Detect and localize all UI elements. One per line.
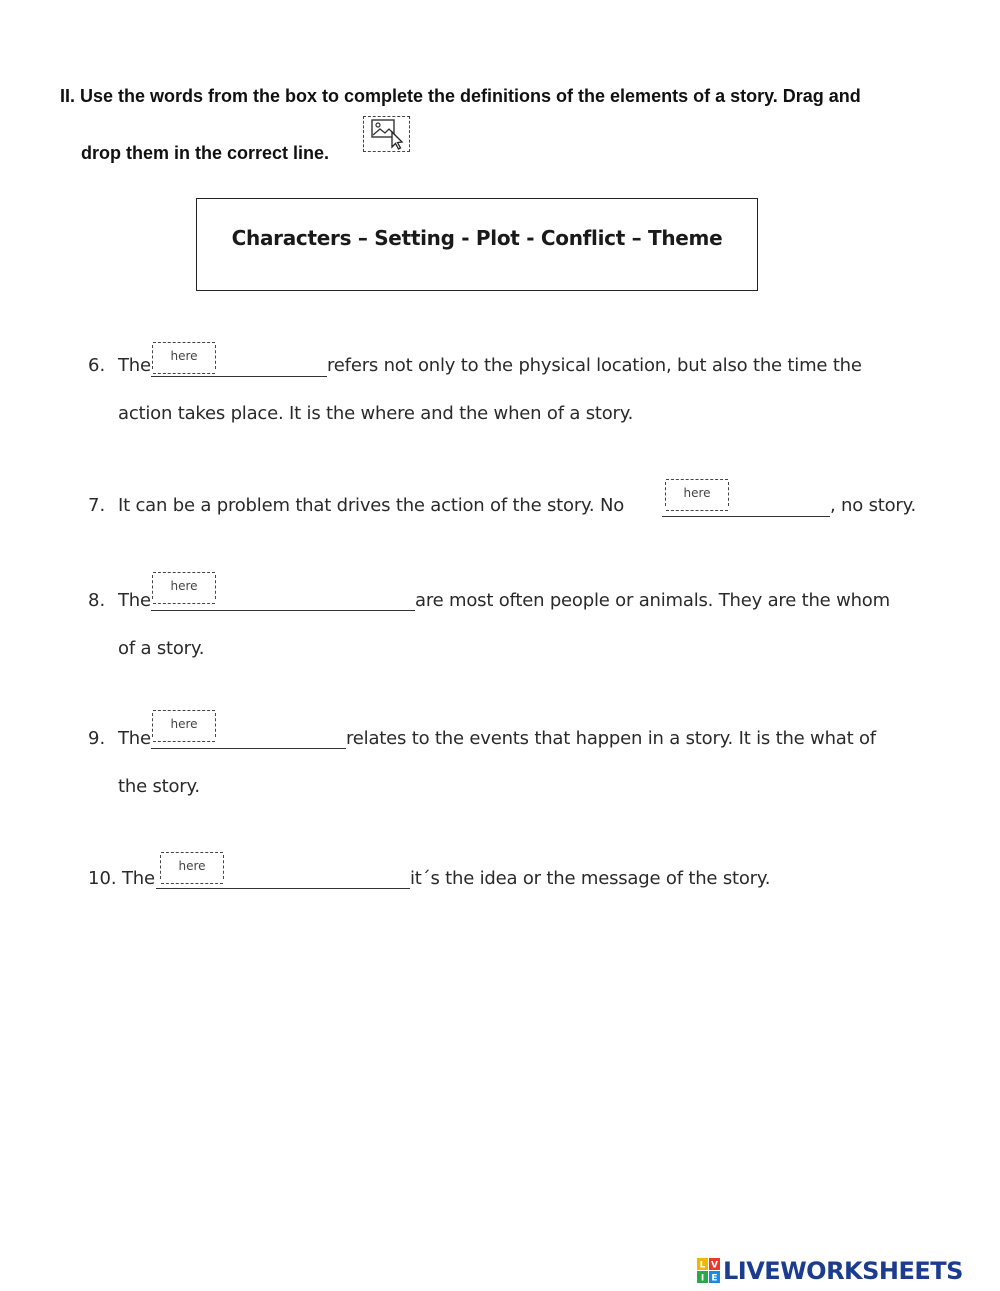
drop-zone-10[interactable]	[161, 852, 223, 884]
word-bank-text: Characters – Setting - Plot - Conflict – Theme	[231, 225, 723, 250]
question-6-after: refers not only to the physical location, but also the time the	[327, 355, 862, 376]
word-bank-box	[196, 198, 758, 291]
liveworksheets-logo-mark	[697, 1258, 721, 1284]
drop-zone-label: here	[170, 579, 198, 593]
drop-zone-7[interactable]	[666, 479, 728, 511]
question-9-blank-line	[151, 748, 346, 749]
question-10-number: 10.	[88, 868, 117, 889]
logo-letter-i: I	[700, 1273, 705, 1284]
question-10-blank-line	[156, 888, 410, 889]
drop-zone-9[interactable]	[153, 710, 215, 742]
drop-zone-6[interactable]	[153, 342, 215, 374]
question-6-blank-line	[151, 376, 327, 377]
question-8-number: 8.	[88, 590, 106, 611]
question-6-line-2: action takes place. It is the where and the when of a story.	[118, 403, 634, 424]
drop-zone-label: here	[170, 717, 198, 731]
instruction-line-2: drop them in the correct line.	[81, 143, 330, 163]
question-6-number: 6.	[88, 355, 106, 376]
question-7-blank-line	[662, 516, 830, 517]
logo-letter-e: E	[711, 1273, 718, 1284]
question-10-after: it´s the idea or the message of the story.	[410, 868, 771, 889]
question-8-blank-line	[151, 610, 415, 611]
question-8-before: The	[118, 590, 151, 611]
question-8-line-2: of a story.	[118, 638, 205, 659]
liveworksheets-logo	[697, 1256, 963, 1286]
question-9-before: The	[118, 728, 151, 749]
image-drag-cursor-icon	[363, 116, 410, 152]
question-6-before: The	[118, 355, 151, 376]
question-9-number: 9.	[88, 728, 106, 749]
question-7-after: , no story.	[830, 495, 917, 516]
logo-text: LIVEWORKSHEETS	[723, 1257, 963, 1285]
drop-zone-label: here	[170, 349, 198, 363]
question-9-after: relates to the events that happen in a story. It is the what of	[346, 728, 876, 749]
question-10-before: The	[122, 868, 155, 889]
logo-letter-v: V	[711, 1260, 718, 1271]
instruction-line-1: II. Use the words from the box to complete the definitions of the elements of a story. Drag and	[60, 86, 861, 106]
drop-zone-8[interactable]	[153, 572, 215, 604]
question-9-line-2: the story.	[118, 776, 200, 797]
logo-letter-l: L	[699, 1260, 706, 1271]
question-7-before: It can be a problem that drives the action of the story. No	[118, 495, 625, 516]
question-8-after: are most often people or animals. They are the whom	[415, 590, 890, 611]
drop-zone-label: here	[178, 859, 206, 873]
drop-zone-label: here	[683, 486, 711, 500]
question-7-number: 7.	[88, 495, 106, 516]
